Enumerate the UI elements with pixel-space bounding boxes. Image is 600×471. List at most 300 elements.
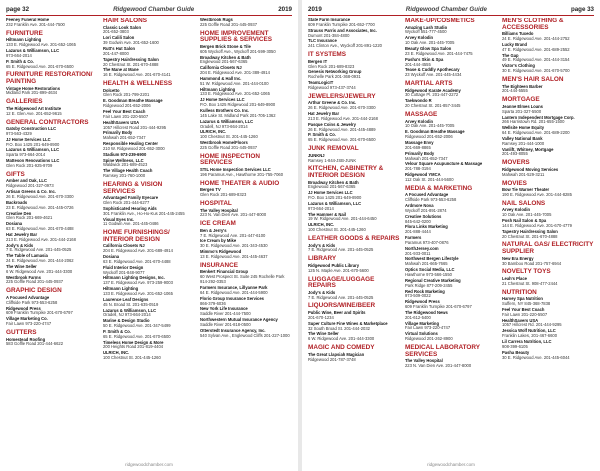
business-address: 133 E. Ridgewood Ave. 201-652-1065 <box>103 291 173 296</box>
listing-entry <box>405 300 497 310</box>
listing-entry <box>405 236 497 246</box>
business-name: Genesis Networking Group <box>308 69 362 75</box>
listing-entry <box>308 244 400 254</box>
business-address: 133 E. Ridgewood Ave. 201-652-1065 <box>200 91 270 97</box>
business-address: 7 E. Ridgewood Ave. 201-447-6100 <box>200 232 266 238</box>
business-name: The Village Health Coach <box>103 168 153 174</box>
business-name: Broadway Kitchen & Bath <box>200 54 251 60</box>
business-address: 200 Heights Road 201-819-4404 <box>103 344 164 350</box>
business-name: Jessica Wolf Nutrition, LLC <box>502 328 556 334</box>
listing-entry <box>103 255 195 265</box>
business-name: Broadway Kitchen & Bath <box>308 179 359 185</box>
listing-entry <box>502 230 594 240</box>
business-address: 24 E. Ridgewood Ave. 201-444-2752 <box>502 36 570 42</box>
listing-entry <box>405 311 497 321</box>
business-name: Lazarus & Williamson, LLC <box>200 118 254 124</box>
business-name: Responsible Healing Center <box>103 141 158 147</box>
category-heading: MAGIC AND COMEDY <box>308 344 375 352</box>
listing-entry <box>308 18 400 28</box>
left-guide-title: Ridgewood Chamber Guide <box>113 6 195 13</box>
listing-entry <box>405 268 497 278</box>
business-name: Ridgewood Karate Academy <box>405 87 461 93</box>
category-heading: HOME THEATER & AUDIO <box>200 179 280 187</box>
business-address: 10 Oak Ave. 201-445-7005 <box>405 123 455 129</box>
business-address: Wyckoff 201-848-9077 <box>103 269 145 275</box>
business-address: Englewood 201-567-6365 <box>200 59 248 65</box>
business-name: Flora Links Marketing <box>405 224 448 230</box>
business-name: Farmers <box>405 235 422 241</box>
left-footer-url[interactable]: ridgewoodchamber.com <box>125 462 173 467</box>
business-address: 64 E. Ridgewood Ave. 201-689-2200 <box>502 130 570 136</box>
business-address: 7 E. Ridgewood Ave. 201-445-0525 <box>308 294 374 300</box>
business-address: 13 E. Ridgewood Ave. 201-445-4637 <box>200 254 268 259</box>
business-address: 908-399-6105 <box>502 343 528 349</box>
business-name: Public Wine, Beer and Spirits <box>308 310 366 315</box>
category-heading: NAIL SALONS <box>502 199 546 207</box>
business-name: The Table of Lamasia <box>6 253 48 259</box>
listing-entry <box>308 101 400 111</box>
business-name: Creative Solutions <box>405 213 442 219</box>
business-address: Midland Park 201-899-4634 <box>6 90 58 96</box>
business-name: Laurence Leaf Designs <box>103 296 149 302</box>
business-address: 213 E. Ridgewood Ave. 201-444-2168 <box>308 115 378 121</box>
category-heading: MEN'S CLOTHING & ACCESSORIES <box>502 18 564 31</box>
listing-entry <box>308 223 400 233</box>
listing-entry <box>405 141 497 151</box>
business-name: Super Culture Fine Wines & Marketplace <box>308 320 388 326</box>
business-name: Florio Group Insurance Services <box>200 295 264 301</box>
category-heading: LUGGAGE/LUGGAGE REPAIRS <box>308 275 375 290</box>
right-year: 2019 <box>308 6 322 13</box>
business-address: 112 Oak St. 201-444-5600 <box>405 176 454 182</box>
business-address: Suffern, NY 845-368-7838 <box>502 301 551 307</box>
business-address: 39 Godwin Ave. 201-652-1600 <box>103 40 159 46</box>
business-address: 223 N. Van Dien Ave. 201-447-8000 <box>200 212 267 218</box>
listing-entry <box>200 307 292 317</box>
business-name: Westbrook Home/Floors <box>200 140 248 146</box>
category-heading: HOME FURNISHINGS/ INTERIOR DESIGN <box>103 229 170 243</box>
business-address: Hawthorne 973-566-1550 <box>405 271 452 277</box>
listing-entry <box>308 133 400 143</box>
listing-entry <box>103 47 195 57</box>
business-address: 133 E. Ridgewood Ave. 201-652-1065 <box>6 42 76 48</box>
business-name: Leah's Place <box>502 275 527 281</box>
business-address: Glen Rock 201-799-2201 <box>103 92 150 98</box>
business-address: 65 E. Ridgewood Ave. 201-670-6500 <box>6 63 74 69</box>
listing-entry <box>6 138 98 148</box>
business-address: 50 E. Ridgewood Ave. 201-347-5499 <box>103 323 171 329</box>
listing-entry <box>103 131 195 141</box>
listing-entry <box>200 88 292 98</box>
business-address: Glen Rock 201-444-6277 <box>103 200 150 205</box>
listing-entry <box>502 32 594 42</box>
category-heading: GRAPHIC DESIGN <box>6 287 62 295</box>
listing-entry <box>308 332 400 342</box>
business-address: 583 Goffle Road 201-444-6622 <box>6 341 64 347</box>
business-address: 30 Cottage Pl. 201-447-2272 <box>405 92 459 98</box>
listing-entry <box>502 116 594 126</box>
category-heading: ICE CREAM <box>200 220 236 228</box>
business-name: The Hammer & Nail <box>308 211 346 217</box>
listing-entry <box>6 127 98 137</box>
business-address: 605 Wyckoff Ave., Wyckoff 201-599-3050 <box>200 48 276 54</box>
listing-entry <box>405 173 497 183</box>
listing-entry <box>308 39 400 49</box>
business-name: Amber and Oak, LLC <box>6 178 47 184</box>
business-name: ULRICH, INC. <box>200 129 227 135</box>
business-name: Gatsby Construction LLC <box>6 126 57 132</box>
business-name: Primarily Body <box>405 150 435 156</box>
category-heading: MOVIES <box>502 179 527 187</box>
business-address: 32 South Broad St. 201-444-2032 <box>308 325 370 331</box>
business-address: Franklin Lakes, 201-467-6600 <box>502 333 558 339</box>
business-address: Ridgewood 201-787-3748 <box>308 356 356 362</box>
business-address: 30 E. Ridgewood Ave. 201-670-5700 <box>502 68 570 74</box>
business-name: Hat Jewelry Bar <box>308 111 340 116</box>
left-column-3 <box>200 18 292 455</box>
business-address: 30 E. Ridgewood Ave. 201-445-6044 <box>502 354 570 360</box>
business-address: 47 E. Ridgewood Ave. 201-689-2552 <box>502 46 570 52</box>
business-address: 10 Oak Ave. 201-445-7005 <box>502 212 552 218</box>
business-address: Glen Rock 201-689-8323 <box>200 192 247 198</box>
listing-entry <box>405 130 497 140</box>
business-name: JJ Home Services LLC <box>200 97 245 103</box>
business-address: Oradell, NJ 973-664-2014 <box>103 312 151 318</box>
business-name: Arvey Kolodin <box>405 118 434 124</box>
business-address: P.O. Box 1425 Ridgewood 201-649-8900 <box>200 102 276 108</box>
business-name: Ridgewood Press <box>6 305 41 311</box>
category-heading: JEWELERS/JEWELRY <box>308 92 376 100</box>
business-name: Westbrook Rugs <box>200 18 233 22</box>
business-address: 201-652-3803 <box>103 29 129 35</box>
business-address: 201-788-3194 <box>405 166 431 172</box>
business-address: 7 E. Ridgewood Ave. 201-445-0525 <box>6 247 72 253</box>
category-heading: HEARING & VISION SERVICES <box>103 180 163 195</box>
business-name: Ridgewood YMCA <box>405 172 441 178</box>
listing-entry <box>308 264 400 274</box>
business-address: 201-669-8865 <box>405 144 431 150</box>
listing-entry <box>308 60 400 70</box>
business-name: Lazarus & Williamson, LLC <box>308 200 362 206</box>
listing-entry <box>103 196 195 206</box>
business-name: The Gap <box>502 52 519 58</box>
category-heading: GALLERIES <box>6 98 43 106</box>
business-address: 223 N. Van Dien Ave. 201-447-8000 <box>405 362 472 368</box>
business-address: 204 E. Ridgewood Ave. 201-389-4914 <box>200 70 270 76</box>
listing-entry <box>405 193 497 203</box>
listing-entry <box>103 58 195 68</box>
listing-entry <box>103 341 195 351</box>
business-address: 973-664-2014 <box>308 205 334 211</box>
business-address: 609 Franklin Turnpike 201-652-7700 <box>308 21 375 27</box>
category-heading: HAIR SALONS <box>103 18 148 24</box>
business-address: Fair Lawn 201-220-5507 <box>103 113 149 119</box>
listing-entry <box>6 201 98 211</box>
business-name: Bergen IT <box>308 58 328 64</box>
business-name: Northwest Bergen Lifestyle <box>405 256 459 262</box>
listing-entry <box>502 54 594 64</box>
business-address: 30 Bamboo Road 201-757-6944 <box>502 260 562 266</box>
listing-entry <box>103 68 195 78</box>
business-address: Wyckoff 201-891-2874 <box>405 207 447 213</box>
business-name: Bergen Brick Stone & Tile <box>200 43 251 49</box>
business-name: Vanlift, Whitney, Mortgage <box>502 146 554 152</box>
business-address: 196 Paramus Ave., Hawthorne 201-755-7060 <box>200 171 284 177</box>
business-address: 20 Chestnut St. 201-670-4888 <box>502 233 558 239</box>
business-name: Lil Carrera Nutrition, LLC <box>502 338 552 344</box>
listing-entry <box>200 329 292 339</box>
business-address: Waldwick 201-689-4523 <box>103 162 148 168</box>
right-footer-url[interactable]: ridgewoodchamber.com <box>427 462 475 467</box>
business-name: Massage Envy <box>405 139 434 145</box>
business-address: 609 Franklin Turnpike 201-670-6797 <box>405 304 472 310</box>
business-address: 225 Goffle Road 201-445-0937 <box>200 21 258 27</box>
listing-entry <box>405 332 497 342</box>
business-address: Glen Rock 201-669-4621 <box>6 215 53 221</box>
business-name: Advantaged Family Eyecare <box>103 195 159 201</box>
listing-entry <box>103 287 195 297</box>
business-address: P.O. Box 1425 201-649-8900 <box>6 141 60 147</box>
listing-entry <box>405 204 497 214</box>
listing-entry <box>308 70 400 80</box>
business-name: Ridgewood Public Library <box>308 262 360 268</box>
business-name: The Mane at Mane <box>103 67 139 73</box>
listing-entry <box>200 18 292 28</box>
business-name: Northwestern Mutual Insurance Agency <box>200 317 278 323</box>
business-name: Lazarus & Williamson, LLC <box>6 147 60 153</box>
listing-entry <box>200 270 292 285</box>
business-address: 201-670-1234 <box>308 314 334 320</box>
business-address: Ramsey 201-444-1000 <box>502 140 545 146</box>
business-address: Ridgewood 201-652-2006 <box>103 103 151 109</box>
listing-entry <box>405 359 497 369</box>
listing-entry <box>103 319 195 329</box>
business-name: ULRICH, INC. <box>103 350 130 356</box>
category-heading: LIBRARY <box>308 255 337 263</box>
listing-entry <box>502 351 594 361</box>
listing-entry <box>103 218 195 228</box>
business-address: 609 Franklin Turnpike 201-670-6797 <box>6 310 73 316</box>
listing-entry <box>502 188 594 198</box>
category-heading: NOVELTY TOYS <box>502 268 551 276</box>
listing-entry <box>502 329 594 339</box>
listing-entry <box>103 351 195 361</box>
category-heading: LIQUORS/WINE/BEER <box>308 302 376 310</box>
business-name: California Closets NJ <box>200 65 242 71</box>
business-name: Beauty Glow Spa Salon <box>405 45 452 51</box>
business-address: Glen Rock 201-925-9709 <box>6 163 53 168</box>
business-name: E. Goodman Breathe Massage <box>103 98 163 104</box>
left-year: 2019 <box>278 6 292 13</box>
listing-entry <box>200 188 292 198</box>
business-name: A Focused Advantage <box>405 192 449 198</box>
listing-entry <box>6 49 98 59</box>
business-address: 201-612-5400 <box>405 314 431 320</box>
category-heading: JUNK REMOVAL <box>308 145 359 153</box>
business-name: E. Goodman Breathe Massage <box>405 129 465 135</box>
listing-entry <box>200 109 292 119</box>
business-name: JJ Home Services LLC <box>308 190 353 196</box>
listing-entry <box>308 213 400 223</box>
business-address: 19 W. Ridgewood Ave. 201-444-6450 <box>308 216 377 222</box>
business-address: 49 E. Ridgewood Ave. 201-444-3154 <box>502 57 570 63</box>
business-name: Tapestry Hairdressing Salon <box>103 56 159 62</box>
category-heading: MEN'S HAIR SALON <box>502 75 564 83</box>
business-name: State Farm Insurance <box>308 18 351 22</box>
business-address: Ramsey 1-844-JSB-JUNK <box>308 157 357 163</box>
listing-entry <box>405 58 497 68</box>
listing-entry <box>308 311 400 321</box>
business-address: Paramus 973-407-0876 <box>405 239 449 245</box>
business-address: Sparta 973-664-2014 <box>6 152 46 158</box>
right-column-1 <box>308 18 400 455</box>
business-address: 64 E. Ridgewood Ave. 201-444-5900 <box>200 289 268 295</box>
listing-entry <box>200 318 292 328</box>
business-name: Pasha Beauty <box>502 349 530 355</box>
listing-entry <box>405 89 497 99</box>
listing-entry <box>405 279 497 289</box>
listing-entry <box>200 56 292 66</box>
business-address: Saddle River 201-444-7500 <box>200 311 251 317</box>
category-heading: MARTIAL ARTS <box>405 80 453 88</box>
business-name: Hiltmann Lighting <box>103 286 139 292</box>
business-address: 866-379-6036 <box>200 300 226 306</box>
category-heading: NUTRITION <box>502 288 537 296</box>
listing-entry <box>200 297 292 307</box>
listing-entry <box>6 87 98 97</box>
business-name: P. Smith & Co. <box>308 132 336 138</box>
right-column-2 <box>405 18 497 455</box>
listing-entry <box>502 126 594 136</box>
business-address: 20 Chestnut St. 201-857-3445 <box>405 103 461 109</box>
business-name: Regional Creative Marketing <box>405 277 461 283</box>
listing-entry <box>502 137 594 147</box>
listing-entry <box>103 36 195 46</box>
listing-entry <box>200 77 292 87</box>
business-name: Spine Wellness, LLC <box>103 157 144 163</box>
listing-entry <box>200 141 292 151</box>
business-address: 60 West Prospect St. Suite 245 Rochelle Park 914-292-0353 <box>200 274 285 285</box>
listing-entry <box>308 191 400 201</box>
listing-entry <box>405 120 497 130</box>
right-column-3 <box>502 18 594 455</box>
listing-entry <box>405 68 497 78</box>
business-name: Feel Your Best Coach <box>103 109 146 114</box>
business-name: Ice Cream by Mike <box>200 238 237 244</box>
business-address: 201-444-5555 <box>502 88 528 94</box>
listing-entry <box>502 85 594 95</box>
business-address: P.O. Box 1425 201-649-8900 <box>308 195 362 201</box>
business-name: Pasque Coins & Jewelry <box>308 121 356 127</box>
business-address: Englewood 201-567-6365 <box>308 184 356 190</box>
listing-entry <box>405 99 497 109</box>
business-name: Sophisticated Hearing Aids <box>103 205 157 211</box>
category-heading: HOME IMPROVEMENT SUPPLIES & SERVICES <box>200 29 272 44</box>
business-name: Lazarus & Williamson, LLC <box>103 307 157 313</box>
business-name: Arthur Greene & Co. Inc. <box>308 100 357 106</box>
business-name: Posh Nail Salon & Spa <box>502 218 547 224</box>
business-address: 190 E. Ridgewood Ave. 201-444-8285 <box>502 191 572 197</box>
business-name: Lantern Independent Mortgage Corp. <box>502 114 575 120</box>
listing-entry <box>103 153 195 158</box>
business-name: Artisan Greens & Co. Inc. <box>6 189 56 195</box>
listing-entry <box>308 353 400 363</box>
business-address: 1057 Hillcrest Road 201-444-9295 <box>103 124 167 130</box>
business-address: 12 E. Glen Ave. 201-652-9615 <box>6 110 62 116</box>
business-name: Kulless Brothers Co. Inc. <box>200 108 250 113</box>
business-address: Mahwah 201-652-7347 <box>405 155 448 161</box>
listing-entry <box>103 309 195 319</box>
business-name: Backroads <box>6 199 28 205</box>
listing-entry <box>103 207 195 217</box>
listing-entry <box>6 244 98 254</box>
listing-entry <box>200 250 292 260</box>
listing-entry <box>103 89 195 99</box>
right-page-header <box>308 4 594 16</box>
business-name: Wellsite Home Equity <box>502 125 545 131</box>
business-address: Glen Rock 201-689-8323 <box>308 63 355 69</box>
listing-entry <box>200 66 292 76</box>
listing-entry <box>6 307 98 317</box>
business-name: Lazarus & Williamson, LLC <box>6 47 60 53</box>
business-name: Hiltmann Lighting Designs, Inc. <box>103 275 165 281</box>
business-name: Dolcetto <box>103 87 120 93</box>
category-heading: MEDICAL LABORATORY SERVICES <box>405 343 480 358</box>
business-name: HealthSavers USA <box>103 119 140 125</box>
listing-entry <box>502 219 594 229</box>
business-address: 301 Franklin Ave., Ho-Ho-Kus 201-445-2455 <box>103 210 185 216</box>
business-address: 20 Chestnut St. 201-670-4888 <box>103 61 159 67</box>
listing-entry <box>6 265 98 275</box>
business-address: 973-563-4329 <box>6 130 32 136</box>
business-name: New York Life Insurance <box>200 306 248 312</box>
business-address: 100 Chestnut St. 201-445-1260 <box>200 134 258 140</box>
business-address: 30 E. Ridgewood Ave. 201-343-4530 <box>200 243 268 249</box>
listing-entry <box>103 330 195 340</box>
business-name: Creative Den <box>6 210 32 216</box>
listing-entry <box>200 168 292 178</box>
listing-entry <box>103 121 195 131</box>
listing-entry <box>502 148 594 158</box>
business-address: 125 N. Maple Ave. 201-670-5600 <box>308 267 369 273</box>
listing-entry <box>502 168 594 178</box>
category-heading: MEDIA & MARKETING <box>405 184 473 192</box>
business-name: Arvey Kolodin <box>502 207 531 213</box>
listing-entry <box>103 244 195 254</box>
listing-entry <box>200 120 292 130</box>
business-name: ULRICH, INC. <box>308 222 335 228</box>
business-name: Billiams Tuxedo <box>502 31 534 37</box>
business-name: Primarily Body <box>103 130 133 136</box>
listing-entry <box>200 130 292 140</box>
business-address: 63 E. Ridgewood Ave. 201-670-4488 <box>103 258 171 264</box>
left-page <box>0 0 298 471</box>
business-address: 26 E. Ridgewood Ave. 201-445-4889 <box>308 126 376 132</box>
listing-entry <box>502 105 594 115</box>
business-address: Fair Lawn 973-220-4747 <box>6 321 52 327</box>
business-name: Hiltmann Lighting <box>200 86 236 92</box>
business-name: Tapestry Hairdressing Salon <box>502 228 558 234</box>
listing-entry <box>502 308 594 318</box>
business-address: 23 E. Ridgewood Ave. 201-444-7475 <box>405 50 473 56</box>
right-columns <box>308 18 594 455</box>
category-heading: GENERAL CONTRACTORS <box>6 118 89 126</box>
listing-entry <box>405 36 497 46</box>
listing-entry <box>6 233 98 243</box>
left-column-2 <box>103 18 195 455</box>
right-page-number: page 33 <box>570 6 594 13</box>
listing-entry <box>502 297 594 307</box>
